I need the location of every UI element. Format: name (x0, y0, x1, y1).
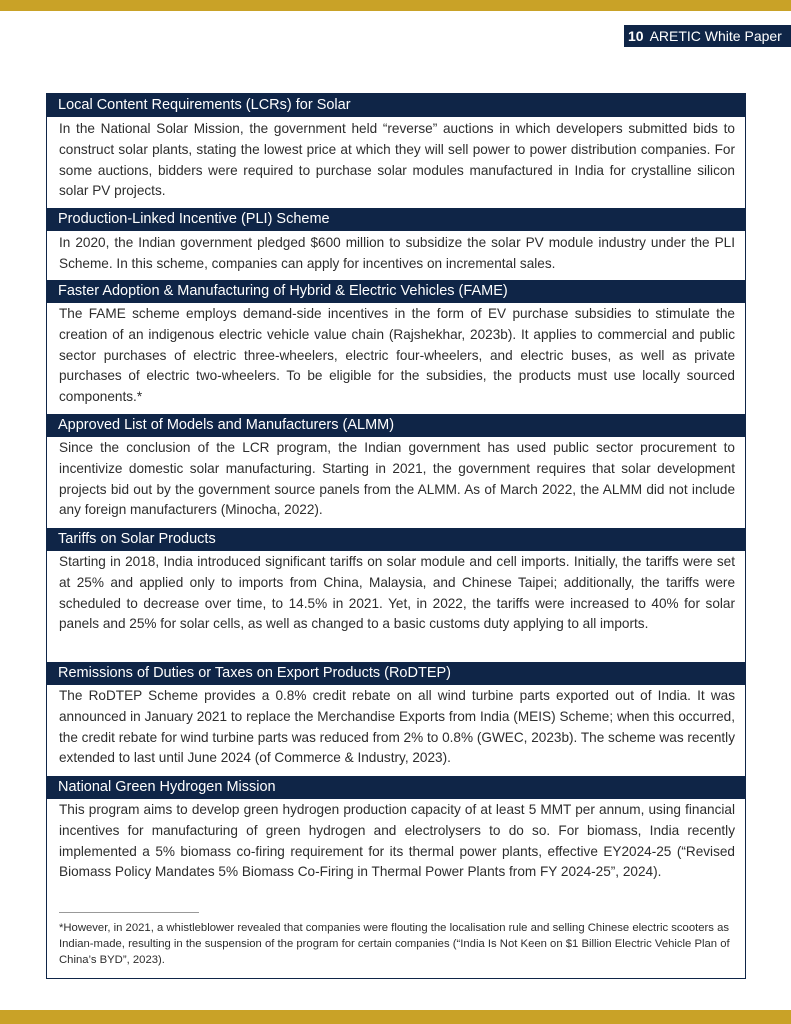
section-heading-rodtep: Remissions of Duties or Taxes on Export Products (RoDTEP) (47, 662, 745, 685)
section-heading-almm: Approved List of Models and Manufacturers (ALMM) (47, 414, 745, 437)
section-body-fame: The FAME scheme employs demand-side incentives in the form of EV purchase subsidies to stimulate the creation of an indigenous electric vehicle value chain (Rajshekhar, 2023b). It applies to commercial and public sector purchases of electric three-wheelers, electric four-wheelers, and electric buses, as well as private purchases of electric two-wheelers. To be eligible for the subsidies, the products must use locally sourced components.* (59, 306, 735, 405)
section-body-rodtep: The RoDTEP Scheme provides a 0.8% credit rebate on all wind turbine parts exported out of India. It was announced in January 2021 to replace the Merchandise Exports from India (MEIS) Scheme; when this occurred, the credit rebate for wind turbine parts was reduced from 2% to 0.8% (GWEC, 2023b). The scheme was recently extended to last until June 2024 (of Commerce & Industry, 2023). (59, 688, 735, 766)
section-body-almm: Since the conclusion of the LCR program, the Indian government has used public sector procurement to incentivize domestic solar manufacturing. Starting in 2021, the government requires that solar development projects bid out by the government source panels from the ALMM. As of March 2022, the ALMM did not include any foreign manufacturers (Minocha, 2022). (59, 440, 735, 518)
page-header (624, 25, 791, 47)
document-title: ARETIC White Paper (649, 28, 782, 44)
footnote-divider (59, 912, 199, 913)
policy-table (46, 93, 746, 979)
section-body-tariffs: Starting in 2018, India introduced significant tariffs on solar module and cell imports. Initially, the tariffs were set at 25% and applied only to imports from China, Malaysia, and Chinese Taipei; additionally, the tariffs were scheduled to decrease over time, to 14.5% in 2021. Yet, in 2022, the tariffs were increased to 40% for solar panels and 25% for solar cells, as well as changed to a basic customs duty applying to all imports. (59, 554, 735, 632)
section-body-lcr: In the National Solar Mission, the government held “reverse” auctions in which developers submitted bids to construct solar plants, stating the lowest price at which they will sell power to power distribution companies. For some auctions, bidders were required to purchase solar modules manufactured in India for crystalline silicon solar PV projects. (59, 121, 735, 199)
section-body-hydrogen: This program aims to develop green hydrogen production capacity of at least 5 MMT per annum, using financial incentives for manufacturing of green hydrogen and electrolysers to do so. For biomass, India recently implemented a 5% biomass co-firing requirement for its thermal power plants, effective EY2024-25 (“Revised Biomass Policy Mandates 5% Biomass Co-Firing in Thermal Power Plants from FY 2024-25”, 2024). (59, 802, 735, 880)
section-heading-lcr: Local Content Requirements (LCRs) for Solar (47, 94, 745, 117)
top-accent-bar (0, 0, 791, 11)
section-heading-hydrogen: National Green Hydrogen Mission (47, 776, 745, 799)
section-body-pli: In 2020, the Indian government pledged $600 million to subsidize the solar PV module industry under the PLI Scheme. In this scheme, companies can apply for incentives on incremental sales. (59, 235, 735, 271)
bottom-accent-bar (0, 1010, 791, 1024)
section-heading-fame: Faster Adoption & Manufacturing of Hybrid & Electric Vehicles (FAME) (47, 280, 745, 303)
page-number: 10 (628, 28, 644, 44)
section-heading-tariffs: Tariffs on Solar Products (47, 528, 745, 551)
footnote: *However, in 2021, a whistleblower revealed that companies were flouting the localisation rule and selling Chinese electric scooters as Indian-made, resulting in the suspension of the program for certain companies (“India Is Not Keen on $1 Billion Electric Vehicle Plan of China’s BYD”, 2023). (59, 922, 730, 966)
section-heading-pli: Production-Linked Incentive (PLI) Scheme (47, 208, 745, 231)
